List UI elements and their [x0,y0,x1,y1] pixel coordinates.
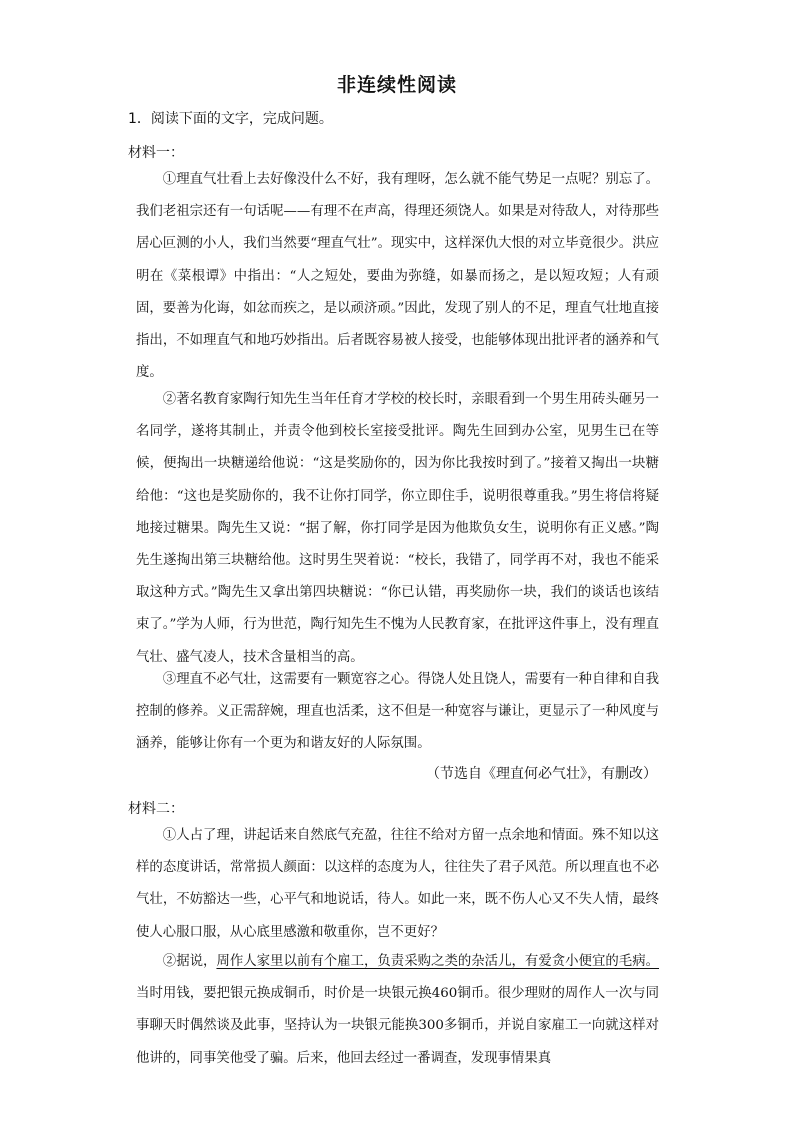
question-prompt: 1．阅读下面的文字，完成问题。 [128,111,333,127]
material-two-label: 材料二： [128,801,184,817]
material-one-paragraph-3: ③理直不必气壮，这需要有一颗宽容之心。得饶人处且饶人，需要有一种自律和自我控制的修养。义正需辞婉，理直也活柔，这不但是一种宽容与谦让，更显示了一种风度与涵养，能够让你有一个更为和谐友好的人际氛围。 [136,672,659,752]
material-one-source: （节选自《理直何必气壮》，有删改） [426,766,657,782]
underlined-sentence: 周作人家里以前有个雇工，负责采购之类的杂活儿，有爱贪小便宜的毛病。 [216,954,660,969]
material-two-paragraph-2 [136,946,659,1075]
material-one-paragraph-2: ②著名教育家陶行知先生当年任育才学校的校长时，亲眼看到一个男生用砖头砸另一名同学，遂将其制止，并责令他到校长室接受批评。陶先生回到办公室，见男生已在等候，便掏出一块糖递给他说：“这是奖励你的，因为你比我按时到了。”接着又掏出一块糖给他：“这也是奖励你的，我不让你打同学，你立即住手，说明很尊重我。”男生将信将疑地接过糖果。陶先生又说：“据了解，你打同学是因为他欺负女生，说明你有正义感。”陶先生遂掏出第三块糖给他。这时男生哭着说：“校长，我错了，同学再不对，我也不能采取这种方式。”陶先生又拿出第四块糖说：“你已认错，再奖励你一块，我们的谈话也该结束了。”学为人师，行为世范，陶行知先生不愧为人民教育家，在批评这件事上，没有理直气壮、盛气凌人，技术含量相当的高。 [136,392,659,665]
paragraph-2-start: ②据说， [162,954,217,969]
material-one-paragraph-1: ①理直气壮看上去好像没什么不好，我有理呀，怎么就不能气势足一点呢？别忘了。我们老祖宗还有一句话呢——有理不在声高，得理还须饶人。如果是对待敌人，对待那些居心叵测的小人，我们当然要“理直气壮”。现实中，这样深仇大恨的对立毕竟很少。洪应明在《菜根谭》中指出：“人之短处，要曲为弥缝，如暴而扬之，是以短攻短；人有顽固，要善为化诲，如忿而疾之，是以顽济顽。”因此，发现了别人的不足，理直气壮地直接指出，不如理直气和地巧妙指出。后者既容易被人接受，也能够体现出批评者的涵养和气度。 [136,172,659,381]
paragraph-2-rest: 当时用钱，要把银元换成铜币，时价是一块银元换460铜币。很少理财的周作人一次与同事聊天时偶然谈及此事，坚持认为一块银元能换300多铜币，并说自家雇工一向就这样对他讲的，同事笑他受了骗。后来，他回去经过一番调查，发现事情果真 [136,986,659,1066]
page-title: 非连续性阅读 [336,74,457,96]
material-two-paragraph-1: ①人占了理，讲起话来自然底气充盈，往往不给对方留一点余地和情面。殊不知以这样的态度讲话，常常损人颜面：以这样的态度为人，往往失了君子风范。所以理直也不必气壮，不妨豁达一些，心平气和地说话，待人。如此一来，既不伤人心又不失人情，最终使人心服口服，从心底里感激和敬重你，岂不更好？ [136,828,659,940]
material-one-label: 材料一： [128,145,184,161]
